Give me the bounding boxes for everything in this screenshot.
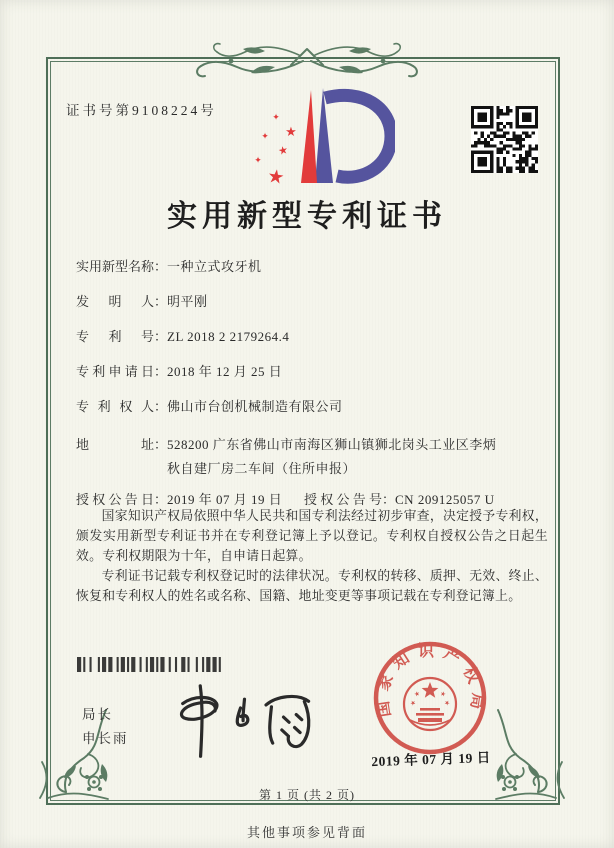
legal-paragraph-2: 专利证书记载专利权登记时的法律状况。专利权的转移、质押、无效、终止、恢复和专利权人的姓名或名称、国籍、地址变更等事项记载在专利登记簿上。 [76,569,548,603]
field-label: 发明人 [76,294,154,309]
field-row-name [76,258,548,276]
field-colon: ： [382,492,396,507]
field-colon: ： [154,329,168,344]
field-label: 专利号 [76,329,154,344]
field-label: 专利申请日 [76,364,154,379]
field-label: 地址 [76,437,154,452]
page-number: 第 1 页 (共 2 页) [259,788,355,802]
svg-text:✦: ✦ [254,156,262,166]
field-row-patentee [76,398,548,416]
field-row-inventor [76,293,548,311]
svg-text:国家知识产权局 [372,642,487,718]
field-colon: ： [154,294,168,309]
grant-date-label: 授权公告日 [76,492,154,507]
back-note: 其他事项参见背面 [246,825,367,840]
certificate-title: 实用新型专利证书 [167,200,447,233]
svg-text:★: ★ [285,125,297,140]
cnipa-logo-icon [245,86,395,192]
director-name: 申长雨 [82,731,129,746]
director-signature-icon [167,675,320,760]
svg-text:★: ★ [265,164,286,190]
seal-date: 2019 年 07 月 19 日 [371,749,491,770]
svg-text:★: ★ [408,698,418,708]
grant-number-value: CN 209125057 U [395,492,495,507]
field-label: 专利权人 [76,399,154,414]
field-value: 2018 年 12 月 25 日 [167,364,283,379]
qr-code [471,106,538,173]
field-list [76,258,548,509]
field-colon: ： [154,492,168,507]
seal-text: 国家知识产权局 [373,643,487,719]
svg-text:✦: ✦ [272,113,280,123]
field-value: ZL 2018 2 2179264.4 [167,329,290,344]
national-emblem-icon [404,678,456,730]
field-row-address [76,433,548,481]
svg-text:★: ★ [276,143,290,158]
grant-date-value: 2019 年 07 月 19 日 [167,492,283,507]
director-block [82,703,129,751]
svg-text:★: ★ [438,689,448,699]
field-colon: ： [154,437,168,452]
legal-paragraph-1: 国家知识产权局依照中华人民共和国专利法经过初步审查，决定授予专利权，颁发实用新型专利证书并在专利登记簿上予以登记。专利权自授权公告之日起生效。专利权期限为十年，自申请日起算。 [76,509,548,563]
field-row-patent-number [76,328,548,346]
field-row-filing-date [76,363,548,381]
grant-number-label: 授权公告号 [304,492,382,507]
svg-text:★: ★ [442,698,452,708]
svg-text:★: ★ [412,689,422,699]
certificate-number: 证书号第9108224号 [66,103,217,118]
field-value: 528200 广东省佛山市南海区狮山镇狮北岗头工业区李炳秋自建厂房二车间（住所申报） [167,437,497,476]
barcode [77,657,225,672]
field-colon: ： [154,399,168,414]
field-value: 佛山市台创机械制造有限公司 [167,399,343,414]
field-value: 一种立式攻牙机 [167,259,262,274]
field-label: 实用新型名称 [76,259,155,274]
field-value: 明平刚 [167,294,208,309]
field-colon: ： [154,259,168,274]
svg-text:✦: ✦ [261,132,269,142]
legal-text [76,506,548,606]
field-colon: ： [154,364,168,379]
director-title: 局长 [82,707,113,722]
